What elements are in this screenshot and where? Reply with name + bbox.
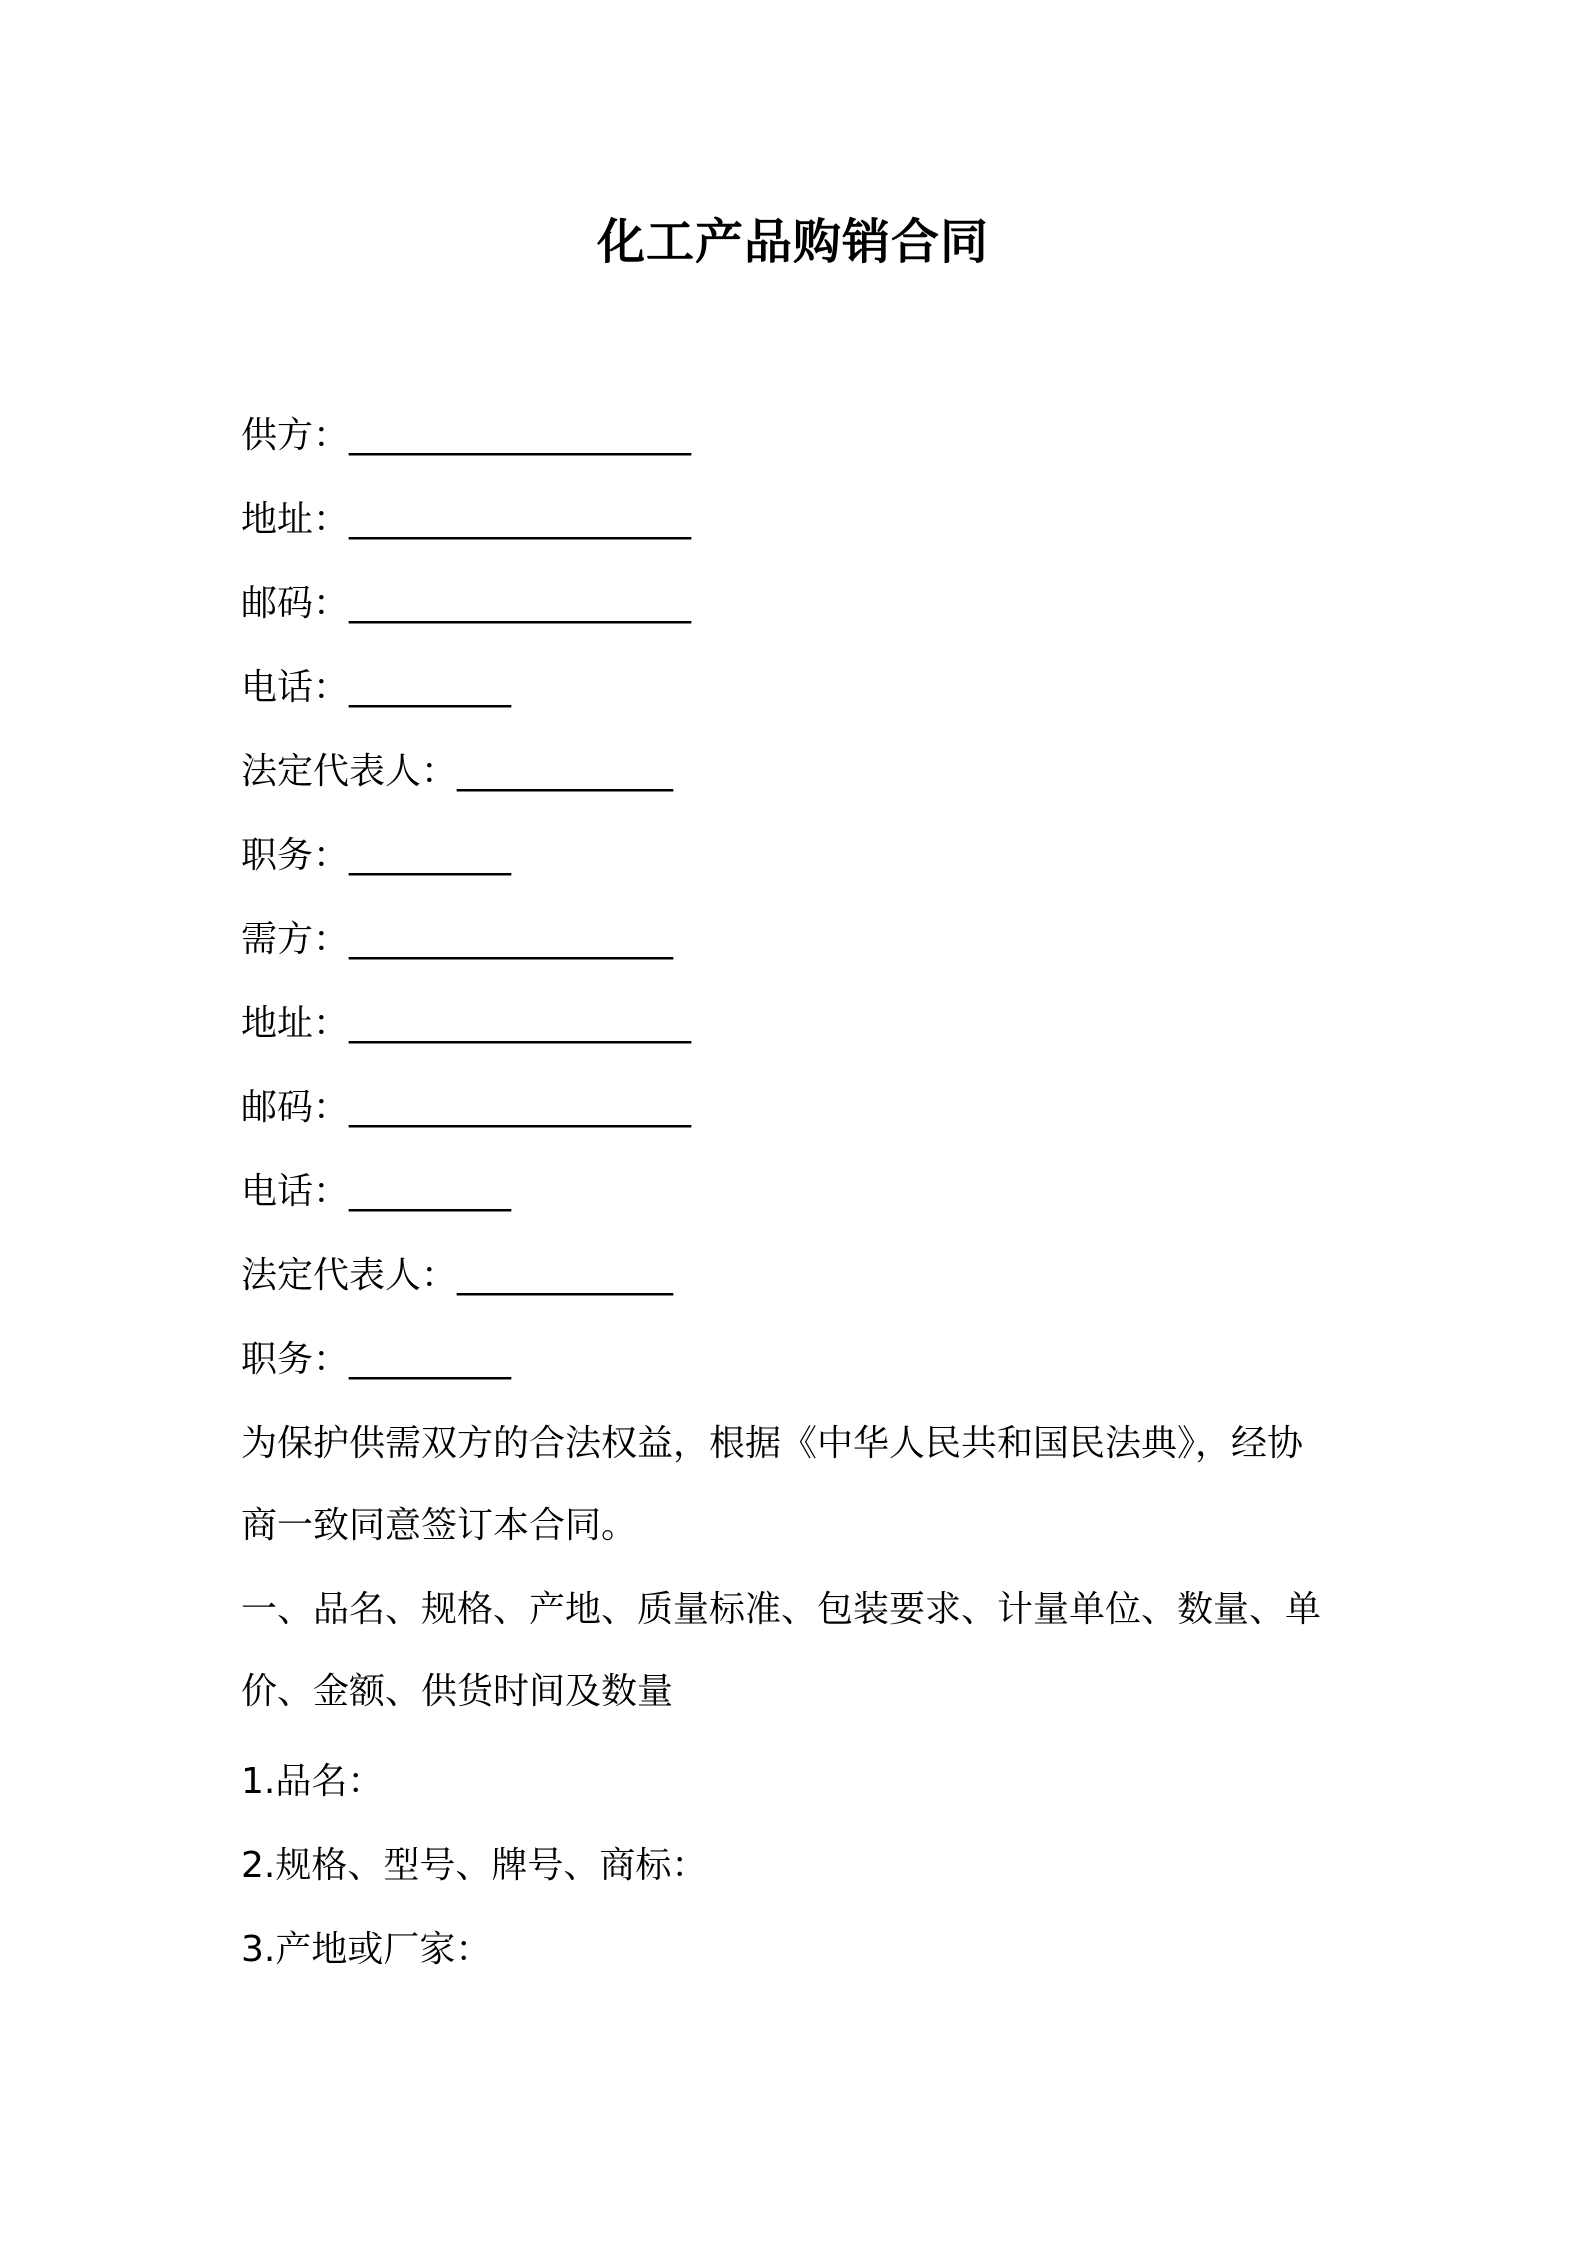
supplier-address-line	[241, 496, 691, 544]
buyer-postcode-blank: ___________________	[349, 1087, 692, 1128]
supplier-position-label: 职务：	[241, 835, 350, 876]
buyer-phone-label: 电话：	[241, 1171, 350, 1212]
supplier-phone-line	[241, 664, 511, 712]
buyer-party-line	[241, 916, 673, 964]
document-title: 化工产品购销合同	[596, 214, 989, 270]
buyer-address-label: 地址：	[241, 1003, 350, 1044]
item-specification: 2.规格、型号、牌号、商标：	[241, 1845, 708, 1886]
supplier-postcode-label: 邮码：	[241, 583, 350, 624]
buyer-party-label: 需方：	[241, 919, 350, 960]
buyer-postcode-label: 邮码：	[241, 1087, 350, 1128]
buyer-address-blank: ___________________	[349, 1003, 692, 1044]
supplier-party-blank: ___________________	[349, 415, 692, 456]
supplier-legal-rep-label: 法定代表人：	[241, 751, 458, 792]
preamble-line-2: 商一致同意签订本合同。	[241, 1505, 638, 1546]
buyer-legal-rep-blank: ____________	[457, 1255, 674, 1296]
item-product-name: 1.品名：	[241, 1761, 384, 1802]
buyer-address-line	[241, 1000, 691, 1048]
section1-heading-line-1: 一、品名、规格、产地、质量标准、包装要求、计量单位、数量、单	[241, 1589, 1322, 1630]
supplier-legal-rep-blank: ____________	[457, 751, 674, 792]
supplier-position-line	[241, 832, 511, 880]
buyer-legal-rep-line	[241, 1252, 673, 1300]
buyer-postcode-line	[241, 1084, 691, 1132]
buyer-legal-rep-label: 法定代表人：	[241, 1255, 458, 1296]
section1-heading-line-2: 价、金额、供货时间及数量	[241, 1671, 674, 1712]
preamble-line-1: 为保护供需双方的合法权益，根据《中华人民共和国民法典》，经协	[241, 1423, 1304, 1464]
supplier-phone-blank: _________	[349, 667, 512, 708]
supplier-party-line	[241, 412, 691, 460]
item-origin: 3.产地或厂家：	[241, 1929, 492, 1970]
buyer-phone-blank: _________	[349, 1171, 512, 1212]
supplier-party-label: 供方：	[241, 415, 350, 456]
buyer-party-blank: __________________	[349, 919, 674, 960]
buyer-position-line	[241, 1336, 511, 1384]
supplier-phone-label: 电话：	[241, 667, 350, 708]
supplier-postcode-blank: ___________________	[349, 583, 692, 624]
supplier-address-label: 地址：	[241, 499, 350, 540]
supplier-address-blank: ___________________	[349, 499, 692, 540]
buyer-phone-line	[241, 1168, 511, 1216]
buyer-position-label: 职务：	[241, 1339, 350, 1380]
supplier-postcode-line	[241, 580, 691, 628]
buyer-position-blank: _________	[349, 1339, 512, 1380]
supplier-position-blank: _________	[349, 835, 512, 876]
supplier-legal-rep-line	[241, 748, 673, 796]
